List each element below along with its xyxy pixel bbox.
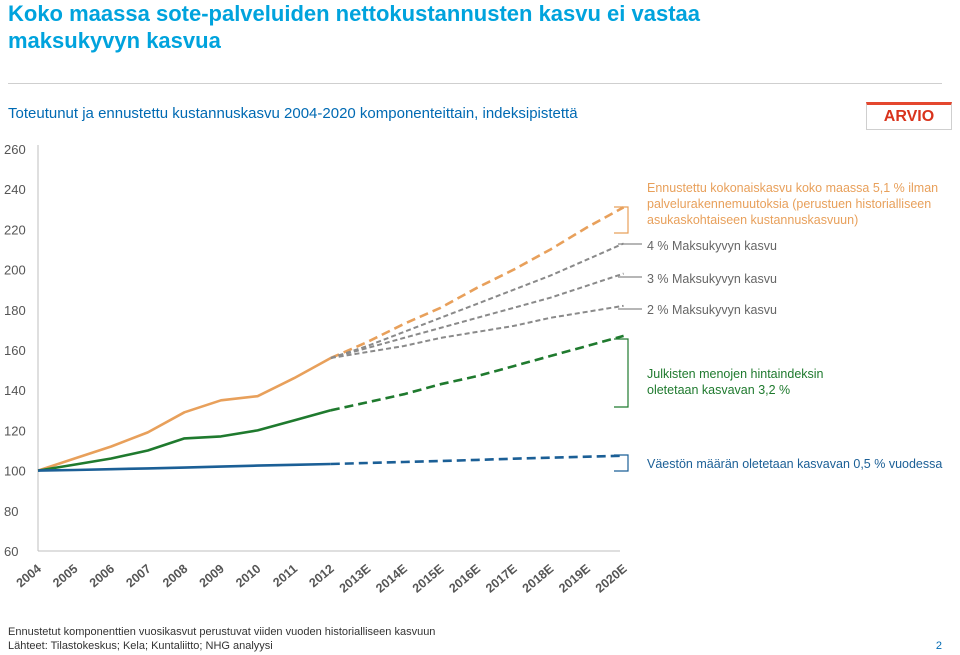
footer-note: Ennustetut komponenttien vuosikasvut perustuvat viiden vuoden historialliseen kasvuun [8, 626, 436, 638]
x-tick-label: 2015E [409, 561, 447, 596]
annotation-price-index: Julkisten menojen hintaindeksin oletetaan kasvavan 3,2 % [647, 367, 824, 397]
x-tick-label: 2018E [519, 561, 557, 596]
page-number: 2 [935, 640, 942, 652]
x-tick-label: 2016E [446, 561, 484, 596]
footer-sources: Lähteet: Tilastokeskus; Kela; Kuntaliitto; NHG analyysi [8, 640, 273, 652]
x-tick-label: 2013E [336, 561, 374, 596]
y-tick-label: 240 [4, 182, 26, 198]
annotation-2pct: 2 % Maksukyvyn kasvu [647, 303, 777, 317]
annotation-3pct: 3 % Maksukyvyn kasvu [647, 272, 777, 286]
bracket-price [614, 339, 628, 407]
x-tick-label: 2017E [483, 561, 520, 596]
series-layer [38, 207, 624, 470]
x-tick-label: 2019E [556, 561, 593, 596]
x-axis [14, 551, 630, 596]
y-tick-label: 220 [4, 222, 26, 238]
series-line-pop_forecast [331, 456, 624, 464]
x-tick-label: 2006 [86, 561, 118, 591]
estimate-badge: ARVIO [866, 102, 952, 130]
x-tick-label: 2010 [233, 561, 264, 591]
series-line-price [38, 410, 331, 470]
y-tick-label: 100 [4, 463, 26, 479]
x-tick-label: 2004 [13, 561, 44, 591]
series-line-price_forecast [331, 336, 624, 410]
x-tick-label: 2008 [160, 561, 191, 591]
annotation-population: Väestön määrän oletetaan kasvavan 0,5 % vuodessa [647, 457, 943, 471]
x-tick-label: 2011 [270, 561, 301, 590]
x-tick-label: 2020E [592, 561, 630, 596]
y-tick-label: 200 [4, 262, 26, 278]
x-tick-label: 2012 [306, 561, 337, 591]
x-tick-label: 2005 [50, 561, 81, 591]
x-tick-label: 2014E [373, 561, 410, 596]
y-tick-label: 60 [4, 544, 19, 559]
y-tick-label: 80 [4, 503, 19, 519]
series-line-total [38, 358, 331, 471]
y-tick-label: 120 [4, 423, 26, 439]
y-tick-label: 140 [4, 383, 26, 399]
y-tick-label: 260 [4, 142, 26, 157]
chart-subtitle: Toteutunut ja ennustettu kustannuskasvu 2004-2020 komponenteittain, indeksipistettä [8, 105, 578, 122]
x-tick-label: 2007 [123, 561, 154, 591]
bracket-population [614, 455, 628, 471]
series-line-pct2 [331, 306, 624, 358]
series-line-pct4 [331, 244, 624, 359]
y-axis [4, 142, 38, 559]
page-title: Koko maassa sote-palveluiden nettokustannusten kasvu ei vastaa maksukyvyn kasvua [8, 1, 701, 53]
annotation-4pct: 4 % Maksukyvyn kasvu [647, 239, 777, 253]
series-line-pop [38, 464, 331, 471]
y-tick-label: 160 [4, 343, 26, 358]
y-tick-label: 180 [4, 302, 26, 318]
series-line-pct3 [331, 274, 624, 358]
series-line-total_forecast [331, 207, 624, 358]
x-tick-label: 2009 [196, 561, 227, 591]
bracket-total [614, 207, 628, 233]
annotation-total-growth: Ennustettu kokonaiskasvu koko maassa 5,1 % ilman palvelurakennemuutoksia (perustuen historialliseen asukaskohtaiseen kustannuskasvuun) [647, 181, 939, 227]
title-divider [8, 83, 942, 84]
